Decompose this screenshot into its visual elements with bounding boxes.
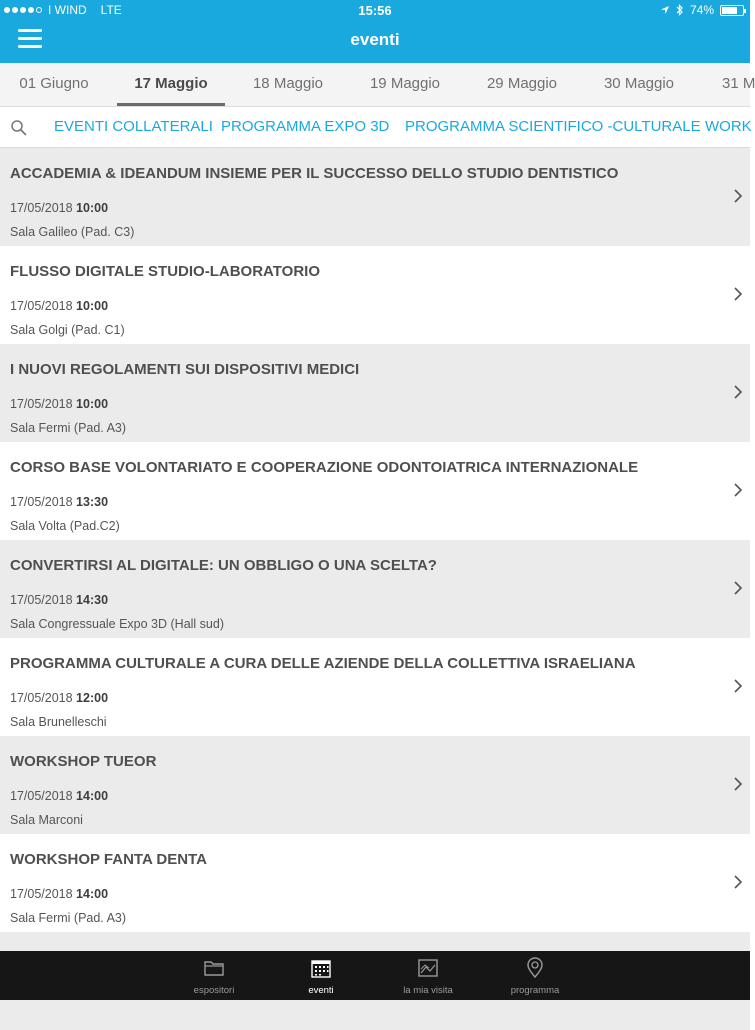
tab-date-30-maggio[interactable]: 30 Maggio <box>603 75 675 92</box>
status-bar <box>0 0 750 20</box>
chevron-right-icon <box>732 580 744 596</box>
event-row[interactable] <box>0 246 750 344</box>
tab-la-mia-visita[interactable] <box>383 951 473 1000</box>
event-location: Sala Volta (Pad.C2) <box>10 519 120 533</box>
tab-date-19-maggio[interactable]: 19 Maggio <box>369 75 441 92</box>
tab-date-01-giugno[interactable]: 01 Giugno <box>19 75 89 92</box>
tab-date-31-maggio[interactable]: 31 M <box>722 75 755 92</box>
tab-label: programma <box>510 985 560 996</box>
event-title: ACCADEMIA & IDEANDUM INSIEME PER IL SUCCESSO DELLO STUDIO DENTISTICO <box>10 165 619 182</box>
tab-label: la mia visita <box>403 985 453 996</box>
event-row[interactable] <box>0 736 750 834</box>
event-datetime <box>10 201 108 215</box>
battery-percent: 74% <box>689 3 714 17</box>
chevron-right-icon <box>732 286 744 302</box>
event-title: FLUSSO DIGITALE STUDIO-LABORATORIO <box>10 263 320 280</box>
tab-date-17-maggio[interactable]: 17 Maggio <box>117 63 225 106</box>
category-filter-bar <box>0 108 750 148</box>
event-title: CORSO BASE VOLONTARIATO E COOPERAZIONE ODONTOIATRICA INTERNAZIONALE <box>10 459 639 476</box>
location-arrow-icon <box>660 5 670 15</box>
event-time: 10:00 <box>76 397 109 411</box>
category-programma-expo-3d[interactable]: PROGRAMMA EXPO 3D <box>221 118 390 135</box>
event-row[interactable] <box>0 540 750 638</box>
tab-label: espositori <box>193 985 235 996</box>
event-date: 17/05/2018 <box>10 593 73 607</box>
event-time: 14:00 <box>76 789 109 803</box>
event-row[interactable] <box>0 638 750 736</box>
event-time: 14:30 <box>76 593 109 607</box>
chevron-right-icon <box>732 874 744 890</box>
event-datetime <box>10 299 108 313</box>
event-row[interactable] <box>0 148 750 246</box>
event-title: WORKSHOP FANTA DENTA <box>10 851 207 868</box>
status-time: 15:56 <box>358 3 392 18</box>
tab-date-18-maggio[interactable]: 18 Maggio <box>252 75 324 92</box>
tab-espositori[interactable] <box>169 951 259 1000</box>
event-row[interactable] <box>0 442 750 540</box>
event-date: 17/05/2018 <box>10 789 73 803</box>
category-eventi-collaterali[interactable]: EVENTI COLLATERALI <box>54 118 213 135</box>
status-right <box>660 3 744 17</box>
event-row[interactable] <box>0 344 750 442</box>
calendar-icon <box>310 957 332 979</box>
event-list <box>0 148 750 951</box>
bluetooth-icon <box>676 4 684 16</box>
event-datetime <box>10 495 108 509</box>
event-time: 10:00 <box>76 299 109 313</box>
event-time: 14:00 <box>76 887 109 901</box>
tab-programma[interactable] <box>490 951 580 1000</box>
event-time: 13:30 <box>76 495 109 509</box>
event-date: 17/05/2018 <box>10 887 73 901</box>
event-location: Sala Galileo (Pad. C3) <box>10 225 135 239</box>
tab-date-29-maggio[interactable]: 29 Maggio <box>486 75 558 92</box>
event-title: PROGRAMMA CULTURALE A CURA DELLE AZIENDE DELLA COLLETTIVA ISRAELIANA <box>10 655 636 672</box>
chevron-right-icon <box>732 482 744 498</box>
chevron-right-icon <box>732 384 744 400</box>
event-location: Sala Congressuale Expo 3D (Hall sud) <box>10 617 224 631</box>
event-location: Sala Brunelleschi <box>10 715 107 729</box>
event-datetime <box>10 593 108 607</box>
event-time: 10:00 <box>76 201 109 215</box>
date-tabs <box>0 63 755 107</box>
search-icon[interactable] <box>10 119 28 137</box>
event-title: WORKSHOP TUEOR <box>10 753 157 770</box>
network-label: LTE <box>100 3 122 17</box>
chevron-right-icon <box>732 188 744 204</box>
event-date: 17/05/2018 <box>10 495 73 509</box>
event-location: Sala Marconi <box>10 813 83 827</box>
tab-eventi[interactable] <box>276 951 366 1000</box>
event-row[interactable] <box>0 834 750 932</box>
battery-icon <box>720 5 744 16</box>
bottom-tab-bar <box>0 951 750 1000</box>
map-card-icon <box>417 957 439 979</box>
event-date: 17/05/2018 <box>10 691 73 705</box>
event-time: 12:00 <box>76 691 109 705</box>
event-title: CONVERTIRSI AL DIGITALE: UN OBBLIGO O UNA SCELTA? <box>10 557 437 574</box>
app-header <box>0 0 750 63</box>
event-datetime <box>10 789 108 803</box>
page-title: eventi <box>350 30 400 49</box>
folder-icon <box>203 957 225 979</box>
chevron-right-icon <box>732 776 744 792</box>
event-datetime <box>10 397 108 411</box>
location-pin-icon <box>524 957 546 979</box>
event-date: 17/05/2018 <box>10 397 73 411</box>
category-workshop[interactable]: WORK <box>705 118 752 135</box>
event-date: 17/05/2018 <box>10 299 73 313</box>
event-location: Sala Fermi (Pad. A3) <box>10 421 127 435</box>
chevron-right-icon <box>732 678 744 694</box>
event-location: Sala Golgi (Pad. C1) <box>10 323 125 337</box>
event-datetime <box>10 691 108 705</box>
event-location: Sala Fermi (Pad. A3) <box>10 911 127 925</box>
event-date: 17/05/2018 <box>10 201 73 215</box>
carrier-label: I WIND <box>48 3 87 17</box>
category-programma-scientifico-culturale[interactable]: PROGRAMMA SCIENTIFICO -CULTURALE <box>405 118 701 135</box>
event-datetime <box>10 887 108 901</box>
event-title: I NUOVI REGOLAMENTI SUI DISPOSITIVI MEDICI <box>10 361 360 378</box>
tab-label: eventi <box>308 985 334 996</box>
